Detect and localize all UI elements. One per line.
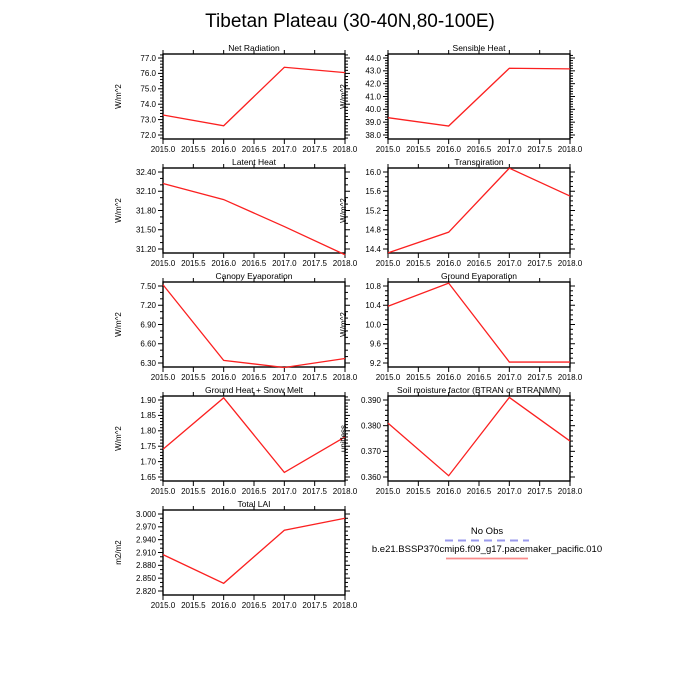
- run-solid-line-swatch: [445, 556, 529, 561]
- svg-text:0.390: 0.390: [360, 395, 381, 405]
- svg-text:2015.5: 2015.5: [181, 145, 206, 154]
- svg-text:2016.0: 2016.0: [211, 373, 236, 382]
- svg-text:2017.0: 2017.0: [272, 373, 297, 382]
- svg-text:2016.5: 2016.5: [466, 145, 492, 154]
- svg-text:77.0: 77.0: [140, 53, 156, 63]
- svg-text:2017.5: 2017.5: [527, 259, 552, 268]
- svg-text:2016.0: 2016.0: [436, 145, 461, 154]
- svg-text:W/m^2: W/m^2: [339, 84, 348, 109]
- chart-ground-heat-snow-melt: [108, 383, 360, 513]
- svg-text:Soil moisture factor (BTRAN or: Soil moisture factor (BTRAN or BTRANMN): [397, 385, 561, 395]
- svg-text:32.40: 32.40: [135, 167, 156, 177]
- svg-text:2016.0: 2016.0: [211, 601, 236, 610]
- svg-text:40.0: 40.0: [365, 105, 381, 115]
- svg-text:73.0: 73.0: [140, 115, 156, 125]
- svg-text:31.20: 31.20: [135, 244, 156, 254]
- svg-text:2016.5: 2016.5: [466, 487, 492, 496]
- svg-text:2017.5: 2017.5: [302, 259, 327, 268]
- svg-text:2016.0: 2016.0: [211, 145, 236, 154]
- svg-text:2015.5: 2015.5: [181, 259, 206, 268]
- svg-text:72.0: 72.0: [140, 130, 156, 140]
- svg-text:2.820: 2.820: [135, 586, 156, 596]
- svg-text:Net Radiation: Net Radiation: [228, 43, 280, 53]
- svg-text:2018.0: 2018.0: [557, 259, 583, 268]
- svg-text:2017.0: 2017.0: [272, 259, 297, 268]
- svg-text:2017.5: 2017.5: [527, 487, 552, 496]
- svg-text:2.910: 2.910: [135, 548, 156, 558]
- plot-svg: [108, 497, 360, 627]
- chart-total-lai: [108, 497, 360, 627]
- svg-text:39.0: 39.0: [365, 117, 381, 127]
- svg-text:2.850: 2.850: [135, 573, 156, 583]
- svg-text:unitless: unitless: [339, 424, 348, 453]
- plot-svg: [333, 383, 585, 513]
- plot-svg: [108, 41, 360, 171]
- svg-text:Sensible Heat: Sensible Heat: [452, 43, 506, 53]
- svg-text:2015.5: 2015.5: [406, 373, 431, 382]
- svg-text:2016.5: 2016.5: [241, 601, 267, 610]
- svg-text:2015.0: 2015.0: [150, 487, 176, 496]
- svg-text:2016.0: 2016.0: [436, 373, 461, 382]
- svg-text:0.380: 0.380: [360, 421, 381, 431]
- svg-text:2017.5: 2017.5: [302, 487, 327, 496]
- svg-text:31.50: 31.50: [135, 225, 156, 235]
- svg-text:41.0: 41.0: [365, 92, 381, 102]
- svg-text:6.30: 6.30: [140, 358, 156, 368]
- svg-text:42.0: 42.0: [365, 79, 381, 89]
- svg-text:15.2: 15.2: [365, 206, 381, 216]
- svg-text:44.0: 44.0: [365, 53, 381, 63]
- svg-text:2018.0: 2018.0: [332, 373, 358, 382]
- svg-text:2015.0: 2015.0: [375, 259, 401, 268]
- svg-text:74.0: 74.0: [140, 100, 156, 109]
- svg-text:1.90: 1.90: [140, 395, 156, 405]
- svg-text:1.75: 1.75: [140, 442, 156, 451]
- svg-text:W/m^2: W/m^2: [339, 198, 348, 223]
- svg-text:2015.5: 2015.5: [181, 373, 206, 382]
- svg-text:2017.5: 2017.5: [302, 601, 327, 610]
- svg-text:2018.0: 2018.0: [557, 487, 583, 496]
- svg-text:14.8: 14.8: [365, 225, 381, 235]
- svg-text:9.2: 9.2: [369, 358, 381, 368]
- svg-text:2018.0: 2018.0: [557, 373, 583, 382]
- svg-text:2015.0: 2015.0: [375, 145, 401, 154]
- svg-text:76.0: 76.0: [140, 69, 156, 79]
- svg-text:2017.5: 2017.5: [527, 373, 552, 382]
- svg-text:10.0: 10.0: [365, 320, 381, 330]
- svg-text:2.940: 2.940: [135, 535, 156, 545]
- svg-text:2017.0: 2017.0: [497, 259, 522, 268]
- svg-text:2015.0: 2015.0: [150, 373, 176, 382]
- svg-text:1.80: 1.80: [140, 426, 156, 436]
- svg-text:2017.5: 2017.5: [302, 373, 327, 382]
- svg-text:31.80: 31.80: [135, 206, 156, 216]
- svg-text:W/m^2: W/m^2: [114, 84, 123, 109]
- svg-text:2015.5: 2015.5: [406, 487, 431, 496]
- svg-text:1.65: 1.65: [140, 472, 156, 482]
- svg-text:7.20: 7.20: [140, 301, 156, 311]
- plot-svg: [333, 155, 585, 285]
- chart-sensible-heat: [333, 41, 585, 171]
- svg-text:2016.5: 2016.5: [241, 487, 267, 496]
- svg-text:2015.5: 2015.5: [406, 145, 431, 154]
- svg-text:3.000: 3.000: [135, 509, 156, 519]
- svg-text:2015.0: 2015.0: [375, 373, 401, 382]
- svg-text:2016.0: 2016.0: [211, 259, 236, 268]
- svg-text:2017.0: 2017.0: [272, 601, 297, 610]
- svg-text:Ground Evaporation: Ground Evaporation: [440, 271, 518, 281]
- svg-text:10.4: 10.4: [365, 301, 381, 311]
- legend-no-obs-label: No Obs: [470, 526, 504, 537]
- svg-text:Total LAI: Total LAI: [237, 499, 271, 509]
- svg-text:2015.0: 2015.0: [150, 259, 176, 268]
- svg-text:W/m^2: W/m^2: [114, 198, 123, 223]
- svg-text:W/m^2: W/m^2: [339, 312, 348, 337]
- svg-text:2015.0: 2015.0: [375, 487, 401, 496]
- svg-text:2017.5: 2017.5: [302, 145, 327, 154]
- svg-text:75.0: 75.0: [140, 84, 156, 94]
- svg-text:2015.0: 2015.0: [150, 601, 176, 610]
- svg-text:W/m^2: W/m^2: [114, 426, 123, 451]
- svg-text:2015.5: 2015.5: [406, 259, 431, 268]
- svg-text:2017.0: 2017.0: [272, 145, 297, 154]
- svg-text:2017.0: 2017.0: [497, 373, 522, 382]
- svg-text:2018.0: 2018.0: [332, 145, 358, 154]
- svg-text:2017.0: 2017.0: [497, 145, 522, 154]
- plot-svg: [108, 383, 360, 513]
- svg-text:0.360: 0.360: [360, 472, 381, 482]
- svg-text:2016.0: 2016.0: [436, 487, 461, 496]
- svg-text:2016.5: 2016.5: [466, 259, 492, 268]
- plot-svg: [333, 269, 585, 399]
- svg-text:0.370: 0.370: [360, 447, 381, 457]
- svg-text:Transpiration: Transpiration: [454, 157, 504, 167]
- legend: [351, 526, 623, 561]
- plot-svg: [108, 155, 360, 285]
- svg-text:2015.0: 2015.0: [150, 145, 176, 154]
- svg-text:2015.5: 2015.5: [181, 487, 206, 496]
- plot-svg: [108, 269, 360, 399]
- svg-text:Latent Heat: Latent Heat: [232, 157, 276, 167]
- svg-text:2017.0: 2017.0: [272, 487, 297, 496]
- svg-text:2016.5: 2016.5: [241, 145, 267, 154]
- svg-text:2016.5: 2016.5: [466, 373, 492, 382]
- svg-text:2017.0: 2017.0: [497, 487, 522, 496]
- svg-text:2.880: 2.880: [135, 561, 156, 571]
- svg-text:2016.5: 2016.5: [241, 373, 267, 382]
- svg-text:2016.5: 2016.5: [241, 259, 267, 268]
- svg-text:9.6: 9.6: [369, 339, 381, 349]
- svg-text:10.8: 10.8: [365, 281, 381, 291]
- svg-text:1.85: 1.85: [140, 411, 156, 421]
- chart-canopy-evaporation: [108, 269, 360, 399]
- svg-text:2018.0: 2018.0: [332, 487, 358, 496]
- svg-text:2018.0: 2018.0: [332, 259, 358, 268]
- svg-text:1.70: 1.70: [140, 457, 156, 467]
- svg-text:6.60: 6.60: [140, 339, 156, 349]
- svg-text:14.4: 14.4: [365, 244, 381, 254]
- chart-soil-moisture-factor: [333, 383, 585, 513]
- svg-text:Ground Heat + Snow Melt: Ground Heat + Snow Melt: [204, 385, 304, 395]
- svg-text:m2/m2: m2/m2: [114, 540, 123, 565]
- svg-text:2018.0: 2018.0: [557, 145, 583, 154]
- svg-text:43.0: 43.0: [365, 66, 381, 76]
- plot-svg: [333, 41, 585, 171]
- chart-ground-evaporation: [333, 269, 585, 399]
- chart-latent-heat: [108, 155, 360, 285]
- svg-text:2015.5: 2015.5: [181, 601, 206, 610]
- svg-text:38.0: 38.0: [365, 130, 381, 140]
- svg-text:2016.0: 2016.0: [211, 487, 236, 496]
- svg-text:Canopy Evaporation: Canopy Evaporation: [215, 271, 293, 281]
- no-obs-dashed-line-swatch: [444, 538, 530, 543]
- svg-text:15.6: 15.6: [365, 187, 381, 197]
- svg-text:2016.0: 2016.0: [436, 259, 461, 268]
- svg-text:2017.5: 2017.5: [527, 145, 552, 154]
- svg-text:32.10: 32.10: [135, 187, 156, 197]
- page-title: Tibetan Plateau (30-40N,80-100E): [205, 11, 495, 32]
- chart-net-radiation: [108, 41, 360, 171]
- svg-text:2018.0: 2018.0: [332, 601, 358, 610]
- chart-transpiration: [333, 155, 585, 285]
- legend-run-label: b.e21.BSSP370cmip6.f09_g17.pacemaker_pacific.010: [371, 544, 603, 555]
- svg-text:W/m^2: W/m^2: [114, 312, 123, 337]
- svg-text:7.50: 7.50: [140, 281, 156, 291]
- svg-text:2.970: 2.970: [135, 522, 156, 532]
- svg-text:6.90: 6.90: [140, 320, 156, 330]
- svg-text:16.0: 16.0: [365, 167, 381, 177]
